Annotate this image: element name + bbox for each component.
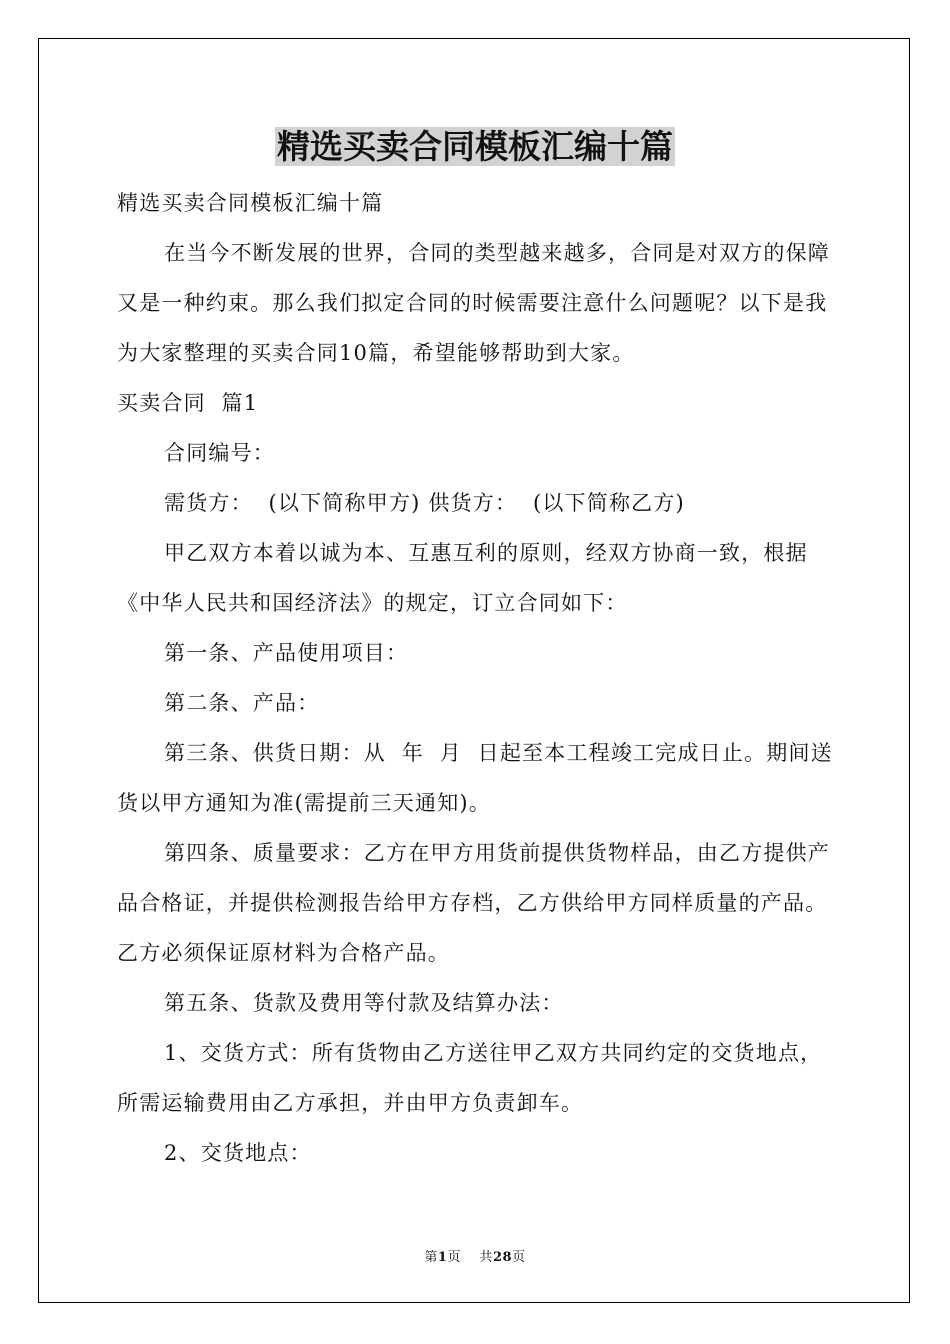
paragraph: 第一条、产品使用项目：	[164, 641, 409, 665]
paragraph: 2、交货地点：	[164, 1141, 312, 1165]
paragraph: 第二条、产品：	[164, 691, 320, 715]
footer-mid: 页 共	[447, 1250, 493, 1265]
paragraph: 第四条、质量要求：乙方在甲方用货前提供货物样品，由乙方提供产品合格证，并提供检测报告给甲方存档，乙方供给甲方同样质量的产品。乙方必须保证原材料为合格产品。	[117, 841, 830, 965]
page-footer	[0, 1246, 950, 1265]
paragraph: 第三条、供货日期：从 年 月 日起至本工程竣工完成日止。期间送货以甲方通知为准(需提前三天通知)。	[117, 741, 833, 815]
paragraph: 1、交货方式：所有货物由乙方送往甲乙双方共同约定的交货地点，所需运输费用由乙方承担，并由甲方负责卸车。	[117, 1041, 823, 1115]
footer-suffix: 页	[512, 1250, 526, 1265]
paragraph: 在当今不断发展的世界，合同的类型越来越多，合同是对双方的保障又是一种约束。那么我们拟定合同的时候需要注意什么问题呢？以下是我为大家整理的买卖合同10篇，希望能够帮助到大家。	[117, 241, 830, 365]
document-title-text: 精选买卖合同模板汇编十篇	[277, 127, 673, 166]
paragraph: 合同编号：	[164, 441, 275, 465]
section-heading: 买卖合同 篇1	[117, 391, 259, 415]
document-title	[0, 122, 950, 172]
paragraph: 需货方： (以下简称甲方) 供货方： (以下简称乙方)	[164, 491, 685, 515]
total-pages-number: 28	[492, 1250, 513, 1265]
footer-prefix: 第	[424, 1250, 438, 1265]
current-page-number: 1	[437, 1250, 448, 1265]
document-body	[117, 178, 837, 1178]
paragraph: 精选买卖合同模板汇编十篇	[117, 191, 384, 215]
paragraph: 第五条、货款及费用等付款及结算办法：	[164, 991, 564, 1015]
paragraph: 甲乙双方本着以诚为本、互惠互利的原则，经双方协商一致，根据《中华人民共和国经济法》的规定，订立合同如下：	[117, 541, 808, 615]
